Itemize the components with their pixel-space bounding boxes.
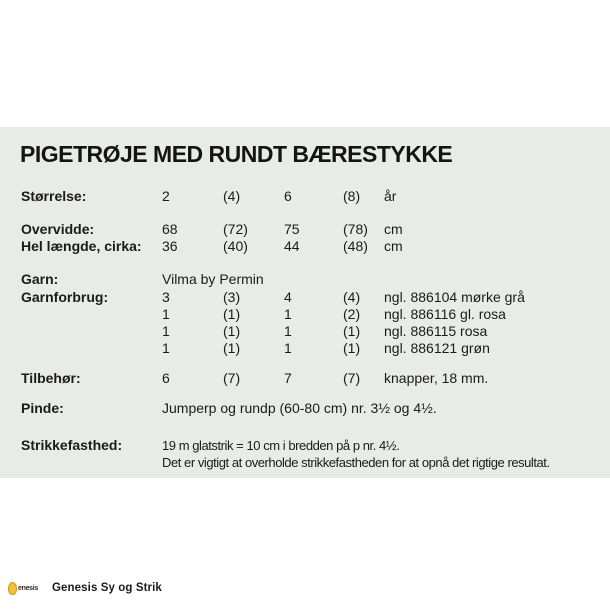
length-col-2: (40) <box>223 238 248 254</box>
chest-col-4: (78) <box>343 221 368 237</box>
qty-col-2: (1) <box>223 340 241 356</box>
row-label: Størrelse: <box>21 188 87 204</box>
size-col-3: 6 <box>284 188 292 204</box>
unit: cm <box>384 221 403 237</box>
buttons-desc: knapper, 18 mm. <box>384 370 489 386</box>
table-row-size <box>0 189 610 206</box>
chest-col-2: (72) <box>223 221 248 237</box>
qty-col-3: 1 <box>284 306 292 322</box>
length-col-1: 36 <box>162 238 178 254</box>
page-title: PIGETRØJE MED RUNDT BÆRESTYKKE <box>20 141 453 167</box>
row-label: Tilbehør: <box>21 370 81 386</box>
row-label: Strikkefasthed: <box>21 437 123 453</box>
size-col-2: (4) <box>223 188 241 204</box>
brand-name: Genesis Sy og Strik <box>52 582 162 594</box>
qty-col-2: (3) <box>223 289 241 305</box>
table-row-yarn-qty-1 <box>0 290 610 307</box>
row-label: Garnforbrug: <box>21 289 109 305</box>
qty-col-1: 1 <box>162 306 170 322</box>
buttons-col-4: (7) <box>343 370 361 386</box>
qty-col-3: 4 <box>284 289 292 305</box>
table-row-yarn-qty-4 <box>0 341 610 358</box>
qty-col-1: 1 <box>162 340 170 356</box>
qty-col-4: (4) <box>343 289 361 305</box>
table-row-gauge-note <box>0 455 610 472</box>
qty-col-3: 1 <box>284 323 292 339</box>
table-row-accessories <box>0 371 610 388</box>
unit: cm <box>384 238 403 254</box>
needles-desc: Jumperp og rundp (60-80 cm) nr. 3½ og 4½. <box>162 400 437 416</box>
table-row-needles <box>0 401 610 418</box>
chest-col-3: 75 <box>284 221 300 237</box>
genesis-logo-text: enesis <box>18 584 38 592</box>
qty-col-4: (1) <box>343 340 361 356</box>
gauge-line-2: Det er vigtigt at overholde strikkefastheden for at opnå det rigtige resultat. <box>162 455 550 470</box>
buttons-col-2: (7) <box>223 370 241 386</box>
size-col-4: (8) <box>343 188 361 204</box>
table-row-yarn <box>0 272 610 289</box>
row-label: Hel længde, cirka: <box>21 238 142 254</box>
yarn-color-name: ngl. 886121 grøn <box>384 340 490 356</box>
row-label: Pinde: <box>21 400 64 416</box>
table-row-yarn-qty-3 <box>0 324 610 341</box>
unit: år <box>384 188 397 204</box>
yarn-name: Vilma by Permin <box>162 271 264 287</box>
table-row-gauge <box>0 438 610 455</box>
length-col-3: 44 <box>284 238 300 254</box>
table-row-yarn-qty-2 <box>0 307 610 324</box>
qty-col-4: (1) <box>343 323 361 339</box>
length-col-4: (48) <box>343 238 368 254</box>
qty-col-1: 1 <box>162 323 170 339</box>
row-label: Garn: <box>21 271 59 287</box>
row-label: Overvidde: <box>21 221 95 237</box>
genesis-logo-icon <box>8 582 17 595</box>
table-row-chest <box>0 222 610 239</box>
yarn-color-name: ngl. 886104 mørke grå <box>384 289 525 305</box>
qty-col-3: 1 <box>284 340 292 356</box>
qty-col-2: (1) <box>223 306 241 322</box>
buttons-col-1: 6 <box>162 370 170 386</box>
buttons-col-3: 7 <box>284 370 292 386</box>
genesis-logo <box>8 582 38 595</box>
table-row-length <box>0 239 610 256</box>
size-col-1: 2 <box>162 188 170 204</box>
qty-col-4: (2) <box>343 306 361 322</box>
yarn-color-name: ngl. 886116 gl. rosa <box>384 306 506 322</box>
chest-col-1: 68 <box>162 221 178 237</box>
qty-col-1: 3 <box>162 289 170 305</box>
gauge-line-1: 19 m glatstrik = 10 cm i bredden på p nr. 4½. <box>162 438 400 453</box>
qty-col-2: (1) <box>223 323 241 339</box>
footer-brand <box>8 580 162 596</box>
yarn-color-name: ngl. 886115 rosa <box>384 323 488 339</box>
